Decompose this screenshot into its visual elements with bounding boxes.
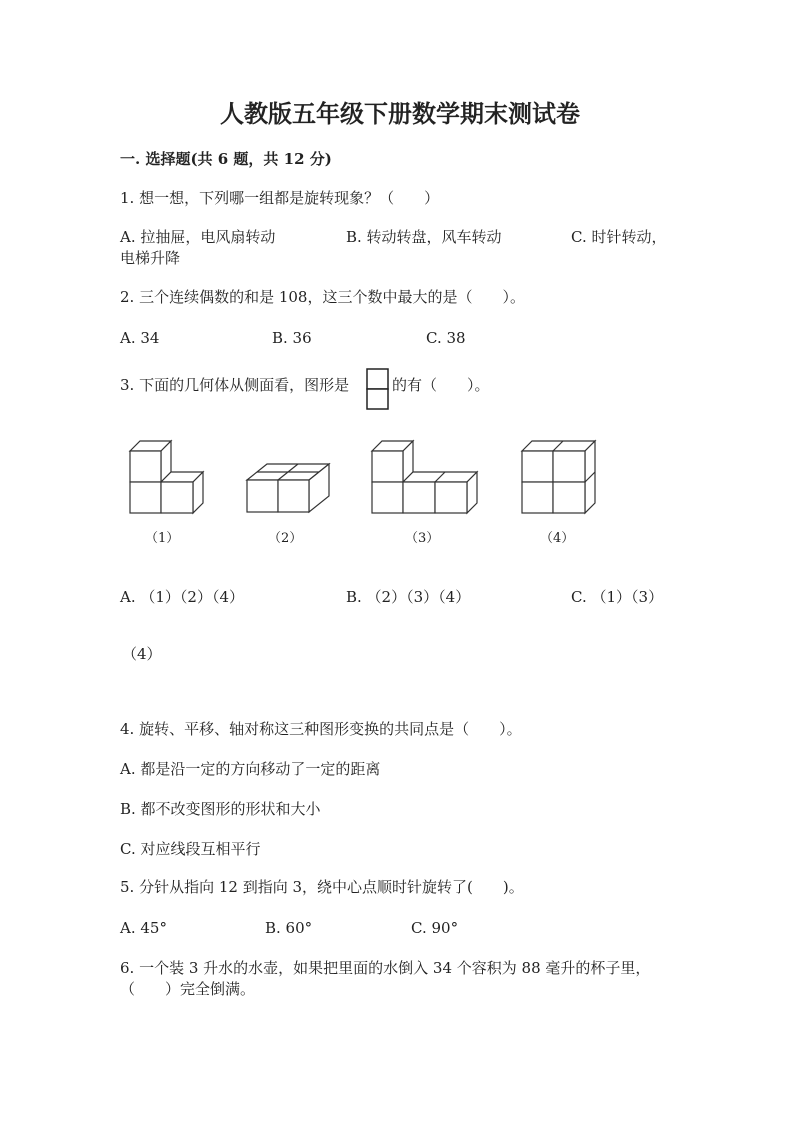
question-3-stem-start: 3. 下面的几何体从侧面看，图形是	[120, 376, 350, 394]
question-1-option-c-continued: 电梯升降	[120, 249, 181, 267]
figure-4-caption: （4）	[540, 531, 575, 546]
question-1-option-a: A. 拉抽屉，电风扇转动	[120, 228, 276, 246]
question-5-option-a: A. 45°	[120, 919, 167, 937]
cube-figure-2	[243, 460, 331, 518]
question-3-option-a: A. （1）（2）（4）	[120, 588, 244, 606]
question-5-option-c: C. 90°	[411, 919, 459, 937]
question-2-option-c: C. 38	[426, 329, 466, 347]
question-5-stem: 5. 分针从指向 12 到指向 3，绕中心点顺时针旋转了( )。	[120, 878, 524, 896]
question-1-option-c: C. 时针转动，	[571, 228, 667, 246]
question-4-option-b: B. 都不改变图形的形状和大小	[120, 800, 321, 818]
question-2-stem: 2. 三个连续偶数的和是 108，这三个数中最大的是（ ）。	[120, 288, 525, 306]
question-6-stem-continued: （ ）完全倒满。	[120, 980, 256, 998]
question-3-option-b: B. （2）（3）（4）	[346, 588, 471, 606]
section-heading: 一. 选择题(共 6 题，共 12 分)	[120, 150, 332, 168]
question-3-option-c-continued: （4）	[122, 645, 162, 663]
question-4-stem: 4. 旋转、平移、轴对称这三种图形变换的共同点是（ ）。	[120, 720, 522, 738]
question-5-option-b: B. 60°	[265, 919, 313, 937]
figure-3-caption: （3）	[405, 531, 440, 546]
question-2-option-a: A. 34	[120, 329, 160, 347]
cube-figure-4	[518, 436, 602, 518]
figure-2-caption: （2）	[268, 531, 303, 546]
side-view-figure-icon	[366, 368, 390, 412]
cube-figure-3	[368, 436, 484, 518]
question-1-option-b: B. 转动转盘，风车转动	[346, 228, 502, 246]
question-3-stem-end: 的有（ ）。	[392, 376, 490, 394]
question-2-option-b: B. 36	[272, 329, 312, 347]
question-4-option-a: A. 都是沿一定的方向移动了一定的距离	[120, 760, 381, 778]
question-6-stem: 6. 一个装 3 升水的水壶，如果把里面的水倒入 34 个容积为 88 毫升的杯子里，	[120, 959, 651, 977]
question-3-option-c: C. （1）（3）	[571, 588, 664, 606]
page-title: 人教版五年级下册数学期末测试卷	[220, 99, 580, 128]
question-4-option-c: C. 对应线段互相平行	[120, 840, 261, 858]
figure-1-caption: （1）	[145, 531, 180, 546]
question-1-stem: 1. 想一想，下列哪一组都是旋转现象？（ ）	[120, 189, 440, 207]
cube-figure-1	[126, 436, 210, 518]
